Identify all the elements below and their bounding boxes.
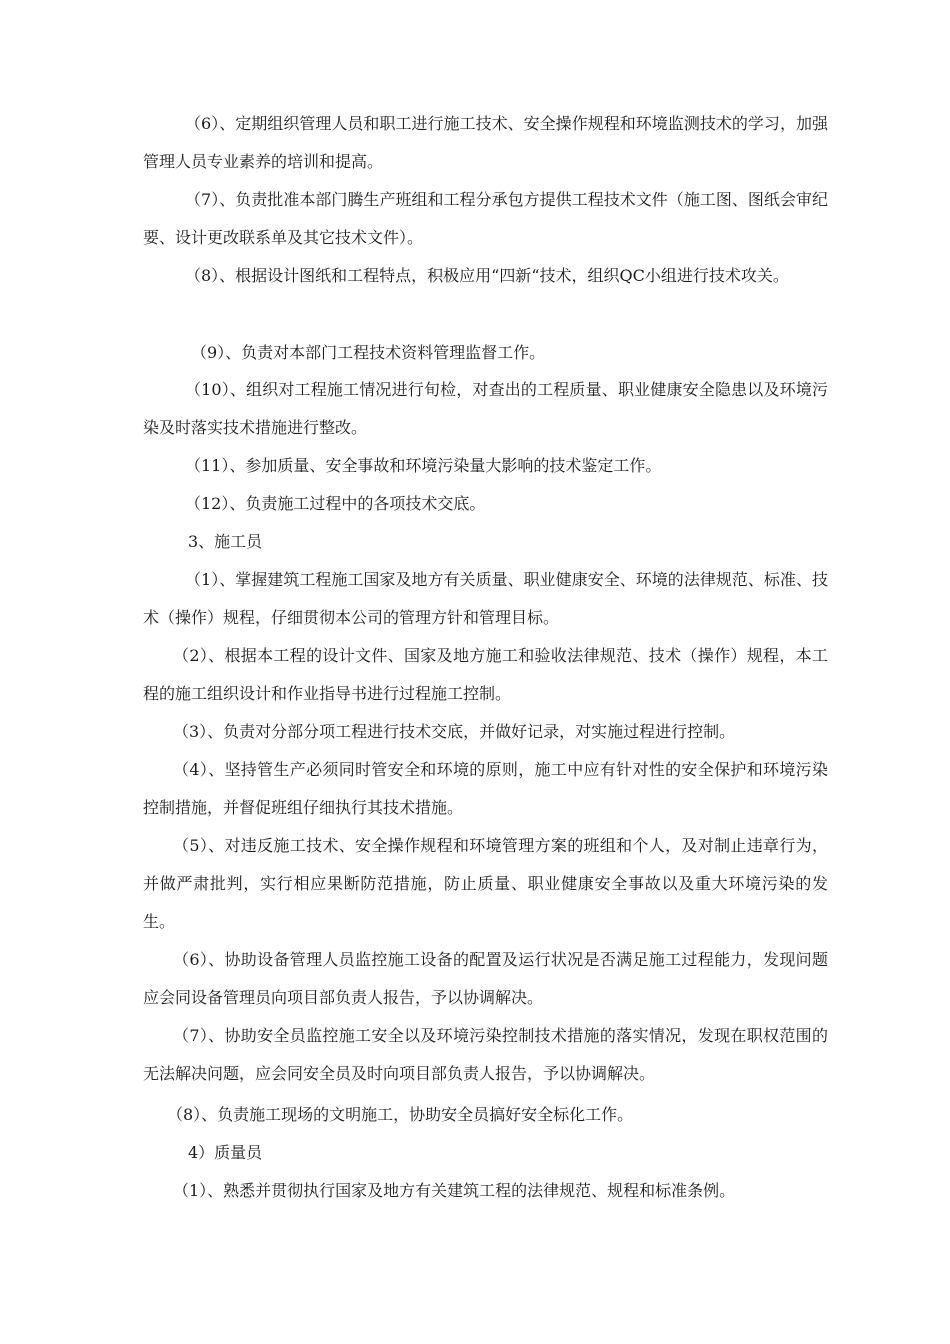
section-heading: 3、施工员 (188, 532, 263, 551)
paragraph: （7）、协助安全员监控施工安全以及环境污染控制技术措施的落实情况，发现在职权范围的无法解决问题，应会同安全员及时向项目部负责人报告，予以协调解决。 (143, 1026, 828, 1083)
paragraph: （1）、掌握建筑工程施工国家及地方有关质量、职业健康安全、环境的法律规范、标准、技术（操作）规程，仔细贯彻本公司的管理方针和管理目标。 (143, 570, 828, 627)
paragraph: （8）、负责施工现场的文明施工，协助安全员搞好安全标化工作。 (167, 1105, 634, 1124)
paragraph: （2）、根据本工程的设计文件、国家及地方施工和验收法律规范、技术（操作）规程，本工程的施工组织设计和作业指导书进行过程施工控制。 (143, 646, 828, 703)
paragraph: （4）、坚持管生产必须同时管安全和环境的原则，施工中应有针对性的安全保护和环境污染控制措施，并督促班组仔细执行其技术措施。 (143, 760, 828, 817)
paragraph: （11）、参加质量、安全事故和环境污染量大影响的技术鉴定工作。 (185, 456, 662, 475)
paragraph: （7）、负责批准本部门腾生产班组和工程分承包方提供工程技术文件（施工图、图纸会审纪要、设计更改联系单及其它技术文件）。 (143, 190, 828, 247)
paragraph: （8）、根据设计图纸和工程特点，积极应用“四新“技术，组织QC小组进行技术攻关。 (185, 266, 789, 285)
paragraph: （10）、组织对工程施工情况进行旬检，对查出的工程质量、职业健康安全隐患以及环境污染及时落实技术措施进行整改。 (143, 380, 828, 437)
paragraph: （6）、定期组织管理人员和职工进行施工技术、安全操作规程和环境监测技术的学习，加强管理人员专业素养的培训和提高。 (143, 114, 828, 171)
paragraph: （9）、负责对本部门工程技术资料管理监督工作。 (191, 343, 546, 362)
paragraph: （5）、对违反施工技术、安全操作规程和环境管理方案的班组和个人，及对制止违章行为，并做严肃批判，实行相应果断防范措施，防止质量、职业健康安全事故以及重大环境污染的发生。 (143, 836, 828, 931)
paragraph: （12）、负责施工过程中的各项技术交底。 (185, 494, 486, 513)
paragraph: （1）、熟悉并贯彻执行国家及地方有关建筑工程的法律规范、规程和标准条例。 (173, 1181, 736, 1200)
paragraph: （6）、协助设备管理人员监控施工设备的配置及运行状况是否满足施工过程能力，发现问题应会同设备管理员向项目部负责人报告，予以协调解决。 (143, 950, 828, 1007)
section-heading: 4）质量员 (188, 1143, 263, 1162)
paragraph: （3）、负责对分部分项工程进行技术交底，并做好记录，对实施过程进行控制。 (173, 722, 736, 741)
